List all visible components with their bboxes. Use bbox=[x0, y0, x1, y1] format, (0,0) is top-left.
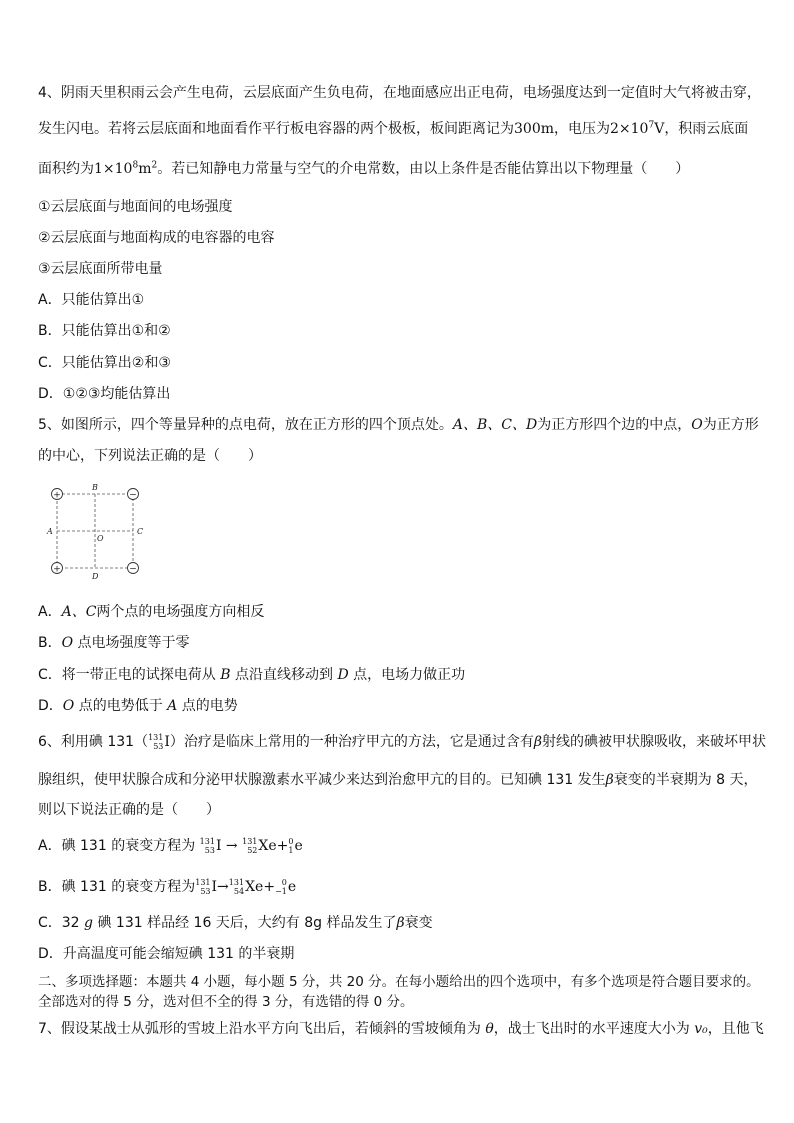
q4-line3 bbox=[38, 160, 689, 178]
q4-item-1: ①云层底面与地面间的电场强度 bbox=[38, 199, 233, 215]
iodine-nuclide: 131 53 I bbox=[148, 733, 170, 751]
q4-item-2: ②云层底面与地面构成的电容器的电容 bbox=[38, 230, 275, 246]
charge-square-figure bbox=[40, 478, 150, 583]
q4-option-d: D．①②③均能估算出 bbox=[38, 386, 171, 402]
q4-line2 bbox=[38, 120, 748, 138]
q6-option-d: D．升高温度可能会缩短碘 131 的半衰期 bbox=[38, 946, 295, 962]
label-d: D bbox=[92, 572, 99, 581]
q5-line1: 5、如图所示，四个等量异种的点电荷，放在正方形的四个顶点处。A、B、C、D为正方形四个边的中点，O为正方形 bbox=[38, 417, 759, 433]
q4-text-2b: ，电压为 bbox=[554, 121, 610, 137]
q4-text-3b: 。若已知静电力常量与空气的介电常数，由以上条件是否能估算出以下物理量（ ） bbox=[157, 161, 690, 177]
q4-line1 bbox=[38, 84, 761, 102]
section2-line1: 二、多项选择题：本题共 4 小题，每小题 5 分，共 20 分。在每小题给出的四个选项中，有多个选项是符合题目要求的。 bbox=[38, 974, 760, 990]
equation-b-iodine: 131 53 I bbox=[195, 878, 218, 896]
label-a: A bbox=[47, 527, 53, 536]
charge-sign-bl: + bbox=[53, 564, 61, 575]
equation-a-xenon: 131 52 Xe bbox=[242, 837, 277, 855]
q4-distance: 300m bbox=[514, 121, 554, 137]
charge-sign-tl: + bbox=[53, 490, 61, 501]
label-o: O bbox=[97, 534, 104, 543]
q6-option-a: A．碘 131 的衰变方程为 131 53 I → 131 52 Xe+ 0 1 e bbox=[38, 837, 303, 855]
q4-text-2a: 发生闪电。若将云层底面和地面看作平行板电容器的两个极板，板间距离记为 bbox=[38, 121, 514, 137]
q5-option-c: C．将一带正电的试探电荷从 B 点沿直线移动到 D 点，电场力做正功 bbox=[38, 667, 466, 683]
q4-option-a: A．只能估算出① bbox=[38, 292, 145, 308]
q6-line1: 6、利用碘 131（ 131 53 I）治疗是临床上常用的一种治疗甲亢的方法，它是通过含有β射线的碘被甲状腺吸收，来破坏甲状 bbox=[38, 733, 766, 751]
q7-line1: 7、假设某战士从弧形的雪坡上沿水平方向飞出后，若倾斜的雪坡倾角为 θ，战士飞出时的水平速度大小为 v₀，且他飞 bbox=[38, 1021, 764, 1037]
q4-voltage: $2\times 10^7V$ bbox=[610, 120, 665, 137]
equation-b-xenon: 131 54 Xe bbox=[228, 878, 264, 896]
equation-a-iodine: 131 53 I bbox=[199, 837, 222, 855]
charge-sign-br: − bbox=[129, 564, 137, 575]
q6-line3: 则以下说法正确的是（ ） bbox=[38, 802, 220, 818]
q4-option-c: C．只能估算出②和③ bbox=[38, 355, 171, 371]
section2-line2: 全部选对的得 5 分，选对但不全的得 3 分，有选错的得 0 分。 bbox=[38, 994, 414, 1010]
q4-text-3a: 面积约为 bbox=[38, 161, 94, 177]
q5-option-a: A．A、C两个点的电场强度方向相反 bbox=[38, 604, 265, 620]
label-c: C bbox=[137, 527, 144, 536]
q4-item-3: ③云层底面所带电量 bbox=[38, 261, 163, 277]
q5-option-d: D．O 点的电势低于 A 点的电势 bbox=[38, 698, 238, 714]
q6-option-c: C．32 g 碘 131 样品经 16 天后，大约有 8g 样品发生了β衰变 bbox=[38, 915, 433, 931]
q6-option-b: B．碘 131 的衰变方程为 131 53 I→ 131 54 Xe+ 0 −1 e bbox=[38, 878, 297, 896]
q4-text-2c: ，积雨云底面 bbox=[664, 121, 749, 137]
label-b: B bbox=[92, 483, 98, 492]
q4-option-b: B．只能估算出①和② bbox=[38, 323, 171, 339]
q6-line2: 腺组织，使甲状腺合成和分泌甲状腺激素水平减少来达到治愈甲亢的目的。已知碘 131 发生β衰变的半衰期为 8 天， bbox=[38, 772, 758, 788]
q4-area: $1\times 10^8m^2$ bbox=[94, 160, 158, 177]
q5-option-b: B．O 点电场强度等于零 bbox=[38, 635, 190, 651]
equation-b-electron: 0 −1 e bbox=[275, 878, 297, 896]
charge-sign-tr: − bbox=[129, 490, 137, 501]
q5-line2: 的中心，下列说法正确的是（ ） bbox=[38, 448, 262, 464]
q4-text-1: 4、阴雨天里积雨云会产生电荷，云层底面产生负电荷，在地面感应出正电荷，电场强度达到一定值时大气将被击穿， bbox=[38, 85, 761, 101]
equation-a-electron: 0 1 e bbox=[288, 837, 303, 855]
